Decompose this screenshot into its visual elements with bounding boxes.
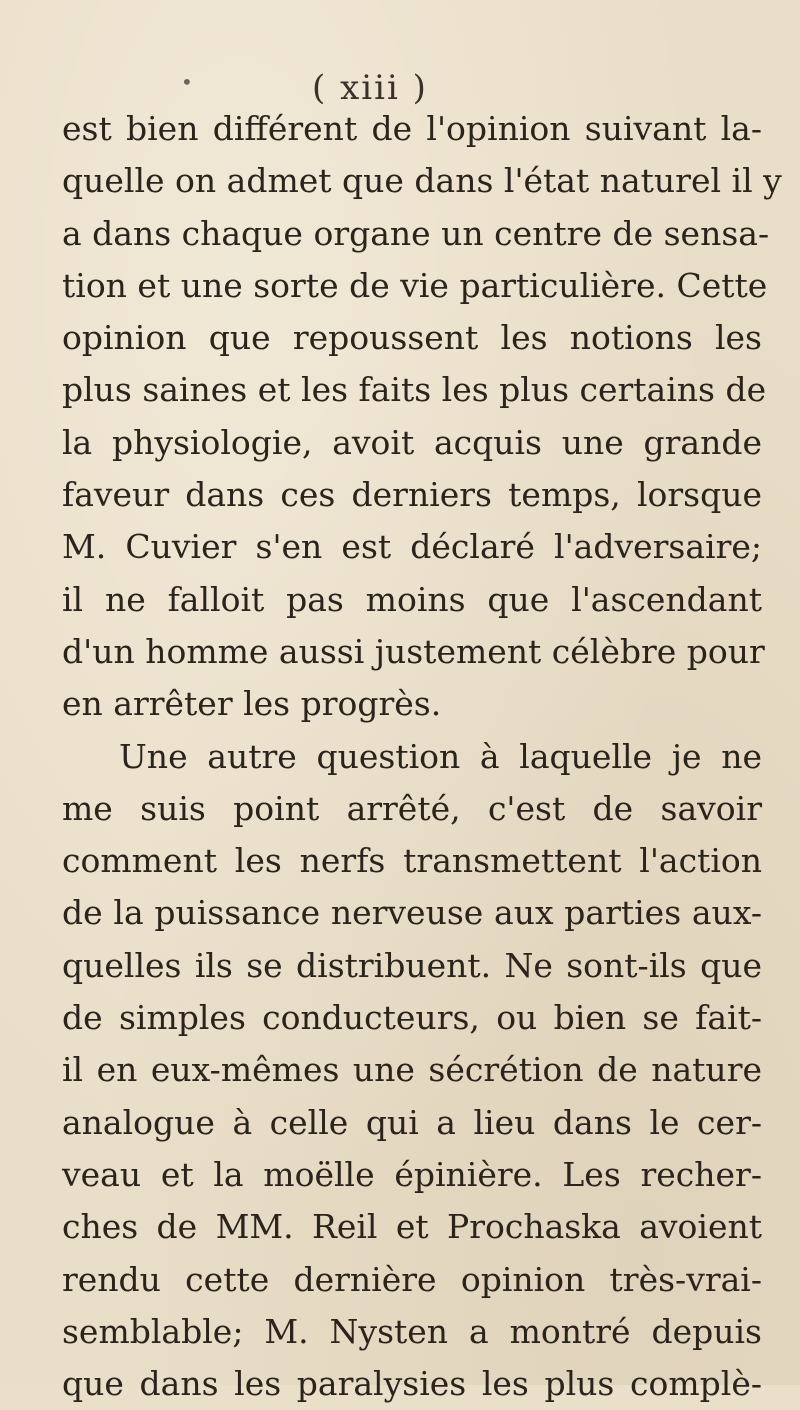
text-line: il en eux-mêmes une sécrétion de nature bbox=[62, 1050, 762, 1090]
text-line: de simples conducteurs, ou bien se fait- bbox=[62, 998, 762, 1038]
text-line: plus saines et les faits les plus certains de bbox=[62, 370, 767, 410]
text-line: M. Cuvier s'en est déclaré l'adversaire; bbox=[62, 527, 762, 567]
text-line: quelle on admet que dans l'état naturel il y bbox=[62, 161, 782, 201]
text-line: Une autre question à laquelle je ne bbox=[119, 736, 762, 776]
text-line: analogue à celle qui a lieu dans le cer- bbox=[62, 1102, 762, 1142]
text-line: comment les nerfs transmettent l'action bbox=[62, 841, 762, 881]
text-line: rendu cette dernière opinion très-vrai- bbox=[62, 1259, 762, 1299]
text-line: semblable; M. Nysten a montré depuis bbox=[62, 1311, 762, 1351]
text-line: de la puissance nerveuse aux parties aux- bbox=[62, 893, 762, 933]
text-line: faveur dans ces derniers temps, lorsque bbox=[62, 475, 762, 515]
text-line: a dans chaque organe un centre de sensa- bbox=[62, 213, 770, 253]
text-line: tion et une sorte de vie particulière. Cette bbox=[62, 265, 768, 305]
printer-mark: • bbox=[181, 70, 193, 94]
text-line: quelles ils se distribuent. Ne sont-ils que bbox=[62, 945, 762, 985]
text-line: en arrêter les progrès. bbox=[62, 684, 442, 724]
text-line: la physiologie, avoit acquis une grande bbox=[62, 422, 762, 462]
body-text bbox=[62, 103, 782, 1410]
text-line: il ne falloit pas moins que l'ascendant bbox=[62, 579, 762, 619]
text-line: est bien différent de l'opinion suivant la- bbox=[62, 109, 762, 148]
text-line: me suis point arrêté, c'est de savoir bbox=[62, 788, 762, 828]
text-line: que dans les paralysies les plus complè- bbox=[62, 1364, 762, 1404]
text-line: opinion que repoussent les notions les bbox=[62, 318, 762, 358]
page-number: ( xiii ) bbox=[312, 68, 428, 108]
text-line: d'un homme aussi justement célèbre pour bbox=[62, 631, 765, 671]
text-line: veau et la moëlle épinière. Les recher- bbox=[62, 1154, 762, 1194]
text-line: ches de MM. Reil et Prochaska avoient bbox=[62, 1207, 762, 1247]
